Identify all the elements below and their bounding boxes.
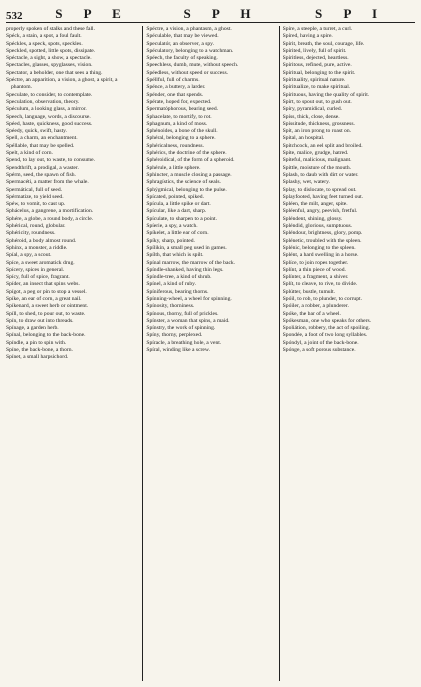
- dictionary-entry: Spíre, a steeple, a turret, a curl.: [282, 26, 353, 32]
- dictionary-entry: Spéctre, a vision, a phantasm, a ghost.: [146, 26, 232, 32]
- dictionary-entry: Spíll, to shed, to pour out, to waste.: [6, 310, 86, 317]
- dictionary-entry: Spéculable, that may be viewed.: [146, 33, 219, 40]
- dictionary-entry: Spínet, a small harpsichord.: [6, 354, 69, 361]
- dictionary-entry: Spéllable, that may be spelled.: [6, 142, 75, 149]
- dictionary-entry: Spend, to lay out, to waste, to consume.: [6, 157, 96, 164]
- column-heading-3: S P I: [314, 6, 386, 21]
- dictionary-entry: Splénetic, troubled with the spleen.: [282, 237, 362, 244]
- dictionary-entry: Spíred, having a spire.: [282, 33, 333, 40]
- dictionary-entry: Spéed, haste, quickness, good success.: [6, 120, 93, 127]
- dictionary-entry: Spín, to draw out into threads.: [6, 317, 74, 324]
- dictionary-entry: Spínosity, thorniness.: [146, 303, 195, 310]
- dictionary-entry: Spóiler, a robber, a plunderer.: [282, 303, 349, 310]
- dictionary-entry: Spínal marrow, the marrow of the back.: [146, 259, 236, 266]
- dictionary-entry: Spíce, a sweet aromatick drug.: [6, 259, 75, 266]
- dictionary-entry: Spírit, breath, the soul, courage, life.: [282, 40, 365, 47]
- dictionary-entry: Sphýgmical, belonging to the pulse.: [146, 186, 227, 193]
- dictionary-entry: Spérm, seed, the spawn of fish.: [6, 171, 76, 178]
- dictionary-entry: Spéckles, a speck, spots, speckles.: [6, 40, 83, 47]
- dictionary-entry: Spíteful, malicious, malignant.: [282, 157, 352, 164]
- dictionary-entry: Sphéricity, roundness.: [6, 230, 56, 237]
- dictionary-entry: Sphagnum, a kind of moss.: [146, 120, 208, 127]
- dictionary-entry: Splént, a hard swelling in a horse.: [282, 252, 359, 259]
- dictionary-entry: Spectacles, glasses, spyglasses, vision.: [6, 62, 93, 69]
- dictionary-entry: Spéw, to vomit, to cast up.: [6, 201, 66, 208]
- dictionary-entry: Splínt, a thin piece of wood.: [282, 266, 346, 273]
- dictionary-entry: Spínal, belonging to the back-bone.: [6, 332, 86, 339]
- dictionary-entry: Sphérule, a little sphere.: [146, 164, 201, 171]
- dictionary-entry: Speculation, observation, theory.: [6, 98, 80, 105]
- dictionary-entry: Sphérical, round, globular.: [6, 223, 66, 230]
- dictionary-entry: Sphéral, belonging to a sphere.: [146, 135, 216, 142]
- dictionary-entry: Spígot, a peg or pin to stop a vessel.: [6, 288, 87, 295]
- dictionary-entry: Spícery, spices in general.: [6, 266, 65, 273]
- dictionary-entry: Spíte, malice, grudge, hatred.: [282, 150, 349, 157]
- dictionary-entry: Spelt, a kind of corn.: [6, 150, 53, 157]
- dictionary-entry: Spermátical, full of seed.: [6, 186, 63, 193]
- dictionary-entry: Sphácelus, a gangrene, a mortification.: [6, 208, 94, 215]
- dictionary-entry: Spectator, a beholder, one that sees a thing.: [6, 69, 103, 76]
- dictionary-entry: Spítchcock, an eel split and broiled.: [282, 142, 363, 149]
- dictionary-entry: Spóil, to rob, to plunder, to corrupt.: [282, 295, 362, 302]
- dictionary-entry: Spíny, thorny, perplexed.: [146, 332, 203, 339]
- dictionary-entry: Spónge, a soft porous substance.: [282, 347, 356, 354]
- dictionary-entry: Spírited, lively, full of spirit.: [282, 47, 347, 54]
- dictionary-entry: Spíky, sharp, pointed.: [146, 237, 195, 244]
- dictionary-entry: Speech, language, words, a discourse.: [6, 113, 91, 120]
- dictionary-entry: Spíndle-tree, a kind of shrub.: [146, 274, 212, 281]
- dictionary-entry: Sphéroidical, of the form of a spheroid.: [146, 157, 235, 164]
- dictionary-entry: Spérmatize, to yield seed.: [6, 193, 64, 200]
- column-heading-1: S P E: [55, 6, 130, 21]
- dictionary-entry: Spíry, pyramidical, curled.: [282, 106, 343, 113]
- dictionary-entry: Spléen, the milt, anger, spite.: [282, 201, 348, 208]
- dictionary-entry: Spermatóphorous, bearing seed.: [146, 106, 219, 113]
- dictionary-entry: Spírituality, spiritual nature.: [282, 77, 346, 84]
- dictionary-entry: Spínster, a woman that spins, a maid.: [146, 317, 230, 324]
- dictionary-entry: Spínous, thorny, full of prickles.: [146, 310, 219, 317]
- dictionary-entry: Spícula, a little spike or dart.: [146, 201, 211, 208]
- dictionary-entry: Speculatór, an observer, a spy.: [146, 40, 215, 47]
- dictionary-entry: Sphénoides, a bone of the skull.: [146, 128, 218, 135]
- dictionary-entry: Spérate, hoped for, expected.: [146, 98, 212, 105]
- dictionary-entry: Spíkenard, a sweet herb or ointment.: [6, 303, 89, 310]
- dictionary-entry: Spíracle, a breathing hole, a vent.: [146, 339, 222, 346]
- dictionary-entry: Spíke, an ear of corn, a great nail.: [6, 295, 82, 302]
- dictionary-entry: Splash, to daub with dirt or water.: [282, 171, 359, 178]
- dictionary-entry: Spéedy, quick, swift, hasty.: [6, 128, 67, 135]
- dictionary-entry: Spíne, the back-bone, a thorn.: [6, 347, 73, 354]
- column-3: [279, 26, 415, 681]
- dictionary-entry: Spoliátion, robbery, the act of spoiling.: [282, 325, 370, 332]
- dictionary-entry: Spíal, a spy, a scout.: [6, 252, 52, 259]
- dictionary-entry: Speckled, spotted, little spots, dissipate.: [6, 47, 96, 54]
- dictionary-entry: Spéllful, full of charms.: [146, 77, 200, 84]
- dictionary-entry: Spícated, pointed, spiked.: [146, 193, 204, 200]
- dictionary-entry: Spénce, a buttery, a larder.: [146, 84, 206, 91]
- dictionary-entry: Splíce, to join ropes together.: [282, 259, 349, 266]
- dictionary-entry: Spell, a charm, an enchantment.: [6, 135, 78, 142]
- dictionary-entry: Splínter, a fragment, a shiver.: [282, 274, 349, 281]
- dictionary-entry: Speculate, to consider, to contemplate.: [6, 91, 93, 98]
- dictionary-entry: Spéculum, a looking glass, a mirror.: [6, 106, 87, 113]
- column-2: [142, 26, 278, 681]
- dictionary-entry: Spíkelet, a little ear of corn.: [146, 230, 209, 237]
- dictionary-entry: Spíritual, belonging to the spirit.: [282, 69, 356, 76]
- dictionary-entry: Sphérics, the doctrine of the sphere.: [146, 150, 227, 157]
- dictionary-entry: Spénder, one that spends.: [146, 91, 204, 98]
- dictionary-entry: Spírt, to spout out, to gush out.: [282, 98, 352, 105]
- dictionary-entry: Spíssitude, thickness, grossness.: [282, 120, 355, 127]
- dictionary-entry: Splít, to cleave, to rive, to divide.: [282, 281, 358, 288]
- dictionary-entry: Sphére, a globe, a round body, a circle.: [6, 215, 94, 222]
- dictionary-entry: Spínage, a garden herb.: [6, 325, 59, 332]
- dictionary-entry: Spíder, an insect that spins webs.: [6, 281, 80, 288]
- dictionary-entry: Spéculatory, belonging to a watchman.: [146, 47, 234, 54]
- dictionary-entry: Spléndid, glorious, sumptuous.: [282, 223, 353, 230]
- dictionary-entry: Sphincter, a muscle closing a passage.: [146, 171, 232, 178]
- dictionary-entry: Sphéroid, a body almost round.: [6, 237, 77, 244]
- column-heading-2: S P H: [183, 6, 260, 21]
- dictionary-entry: Spíritless, dejected, heartless.: [282, 55, 349, 62]
- dictionary-entry: Spéctacle, a sight, a show, a spectacle.: [6, 55, 92, 62]
- dictionary-entry: Spíritous, refined, pure, active.: [282, 62, 352, 69]
- dictionary-entry: Spículate, to sharpen to a point.: [146, 215, 218, 222]
- dictionary-entry: Spínning-wheel, a wheel for spinning.: [146, 295, 232, 302]
- dictionary-entry: Sphragístics, the science of seals.: [146, 179, 221, 186]
- dictionary-entry: Spóndyl, a joint of the back-bone.: [282, 339, 359, 346]
- dictionary-entry: Splayfooted, having feet turned out.: [282, 193, 364, 200]
- dictionary-entry: Spínstry, the work of spinning.: [146, 325, 216, 332]
- dictionary-entry: Splútter, bustle, tumult.: [282, 288, 336, 295]
- dictionary-entry: Spíss, thick, close, dense.: [282, 113, 340, 120]
- dictionary-entry: Spírituous, having the quality of spirit.: [282, 91, 370, 98]
- dictionary-entry: Spéck, a stain, a spot, a foul fault.: [6, 33, 82, 40]
- dictionary-entry: Spendthrift, a prodigal, a waster.: [6, 164, 79, 171]
- dictionary-entry: Spéedless, without speed or success.: [146, 69, 229, 76]
- dictionary-entry: Spléndent, shining, glossy.: [282, 215, 343, 222]
- dictionary-entry: Spóke, the bar of a wheel.: [282, 310, 341, 317]
- dictionary-entry: Sphéricalness, roundness.: [146, 142, 204, 149]
- page-header: [6, 6, 415, 23]
- dictionary-entry: Spíniferous, bearing thorns.: [146, 288, 209, 295]
- dictionary-entry: Spíral, winding like a screw.: [146, 347, 210, 354]
- dictionary-entry: Spínel, a kind of ruby.: [146, 281, 196, 288]
- dictionary-entry: Spókesman, one who speaks for others.: [282, 317, 372, 324]
- dictionary-entry: Spíritualize, to make spiritual.: [282, 84, 351, 91]
- dictionary-entry: Splénic, belonging to the spleen.: [282, 244, 356, 251]
- dictionary-entry: Spítal, an hospital.: [282, 135, 325, 142]
- dictionary-entry: Splay, to dislocate, to spread out.: [282, 186, 357, 193]
- dictionary-entry: Spíndle-shanked, having thin legs.: [146, 266, 224, 273]
- dictionary-entry: Spícy, full of spice, fragrant.: [6, 274, 70, 281]
- page-number: 532: [6, 10, 23, 22]
- dictionary-entry: Spílikin, a small peg used in games.: [146, 244, 227, 251]
- dictionary-entry: Spléndour, brightness, glory, pomp.: [282, 230, 363, 237]
- dictionary-entry: Spéctre, an apparition, a vision, a ghost, a spirit, a phantom.: [6, 77, 118, 91]
- dictionary-entry: Spít, an iron prong to roast on.: [282, 128, 352, 135]
- dictionary-entry: Spíttle, moisture of the mouth.: [282, 164, 352, 171]
- dictionary-entry: Spéech, the faculty of speaking.: [146, 55, 218, 62]
- dictionary-entry: Spermacéti, a matter from the whale.: [6, 179, 89, 186]
- dictionary-entry: Spíerie, a spy, a watch.: [146, 223, 198, 230]
- dictionary-entry: Spílth, that which is spilt.: [146, 252, 204, 259]
- dictionary-entry: Speechless, dumb, mute, without speech.: [146, 62, 239, 69]
- dictionary-entry: Splashy, wet, watery.: [282, 179, 330, 186]
- dictionary-entry: Spondée, a foot of two long syllables.: [282, 332, 368, 339]
- dictionary-entry: Spíndle, a pin to spin with.: [6, 339, 67, 346]
- dictionary-entry: Spícular, like a dart, sharp.: [146, 208, 207, 215]
- dictionary-entry: Sphínx, a monster, a riddle.: [6, 244, 68, 251]
- dictionary-entry: properly spoken of stalks and these fall.: [6, 26, 96, 32]
- dictionary-entry: Sphacelate, to mortify, to rot.: [146, 113, 212, 120]
- column-1: [6, 26, 142, 681]
- dictionary-entry: Spléenful, angry, peevish, fretful.: [282, 208, 358, 215]
- dictionary-columns: [6, 26, 415, 681]
